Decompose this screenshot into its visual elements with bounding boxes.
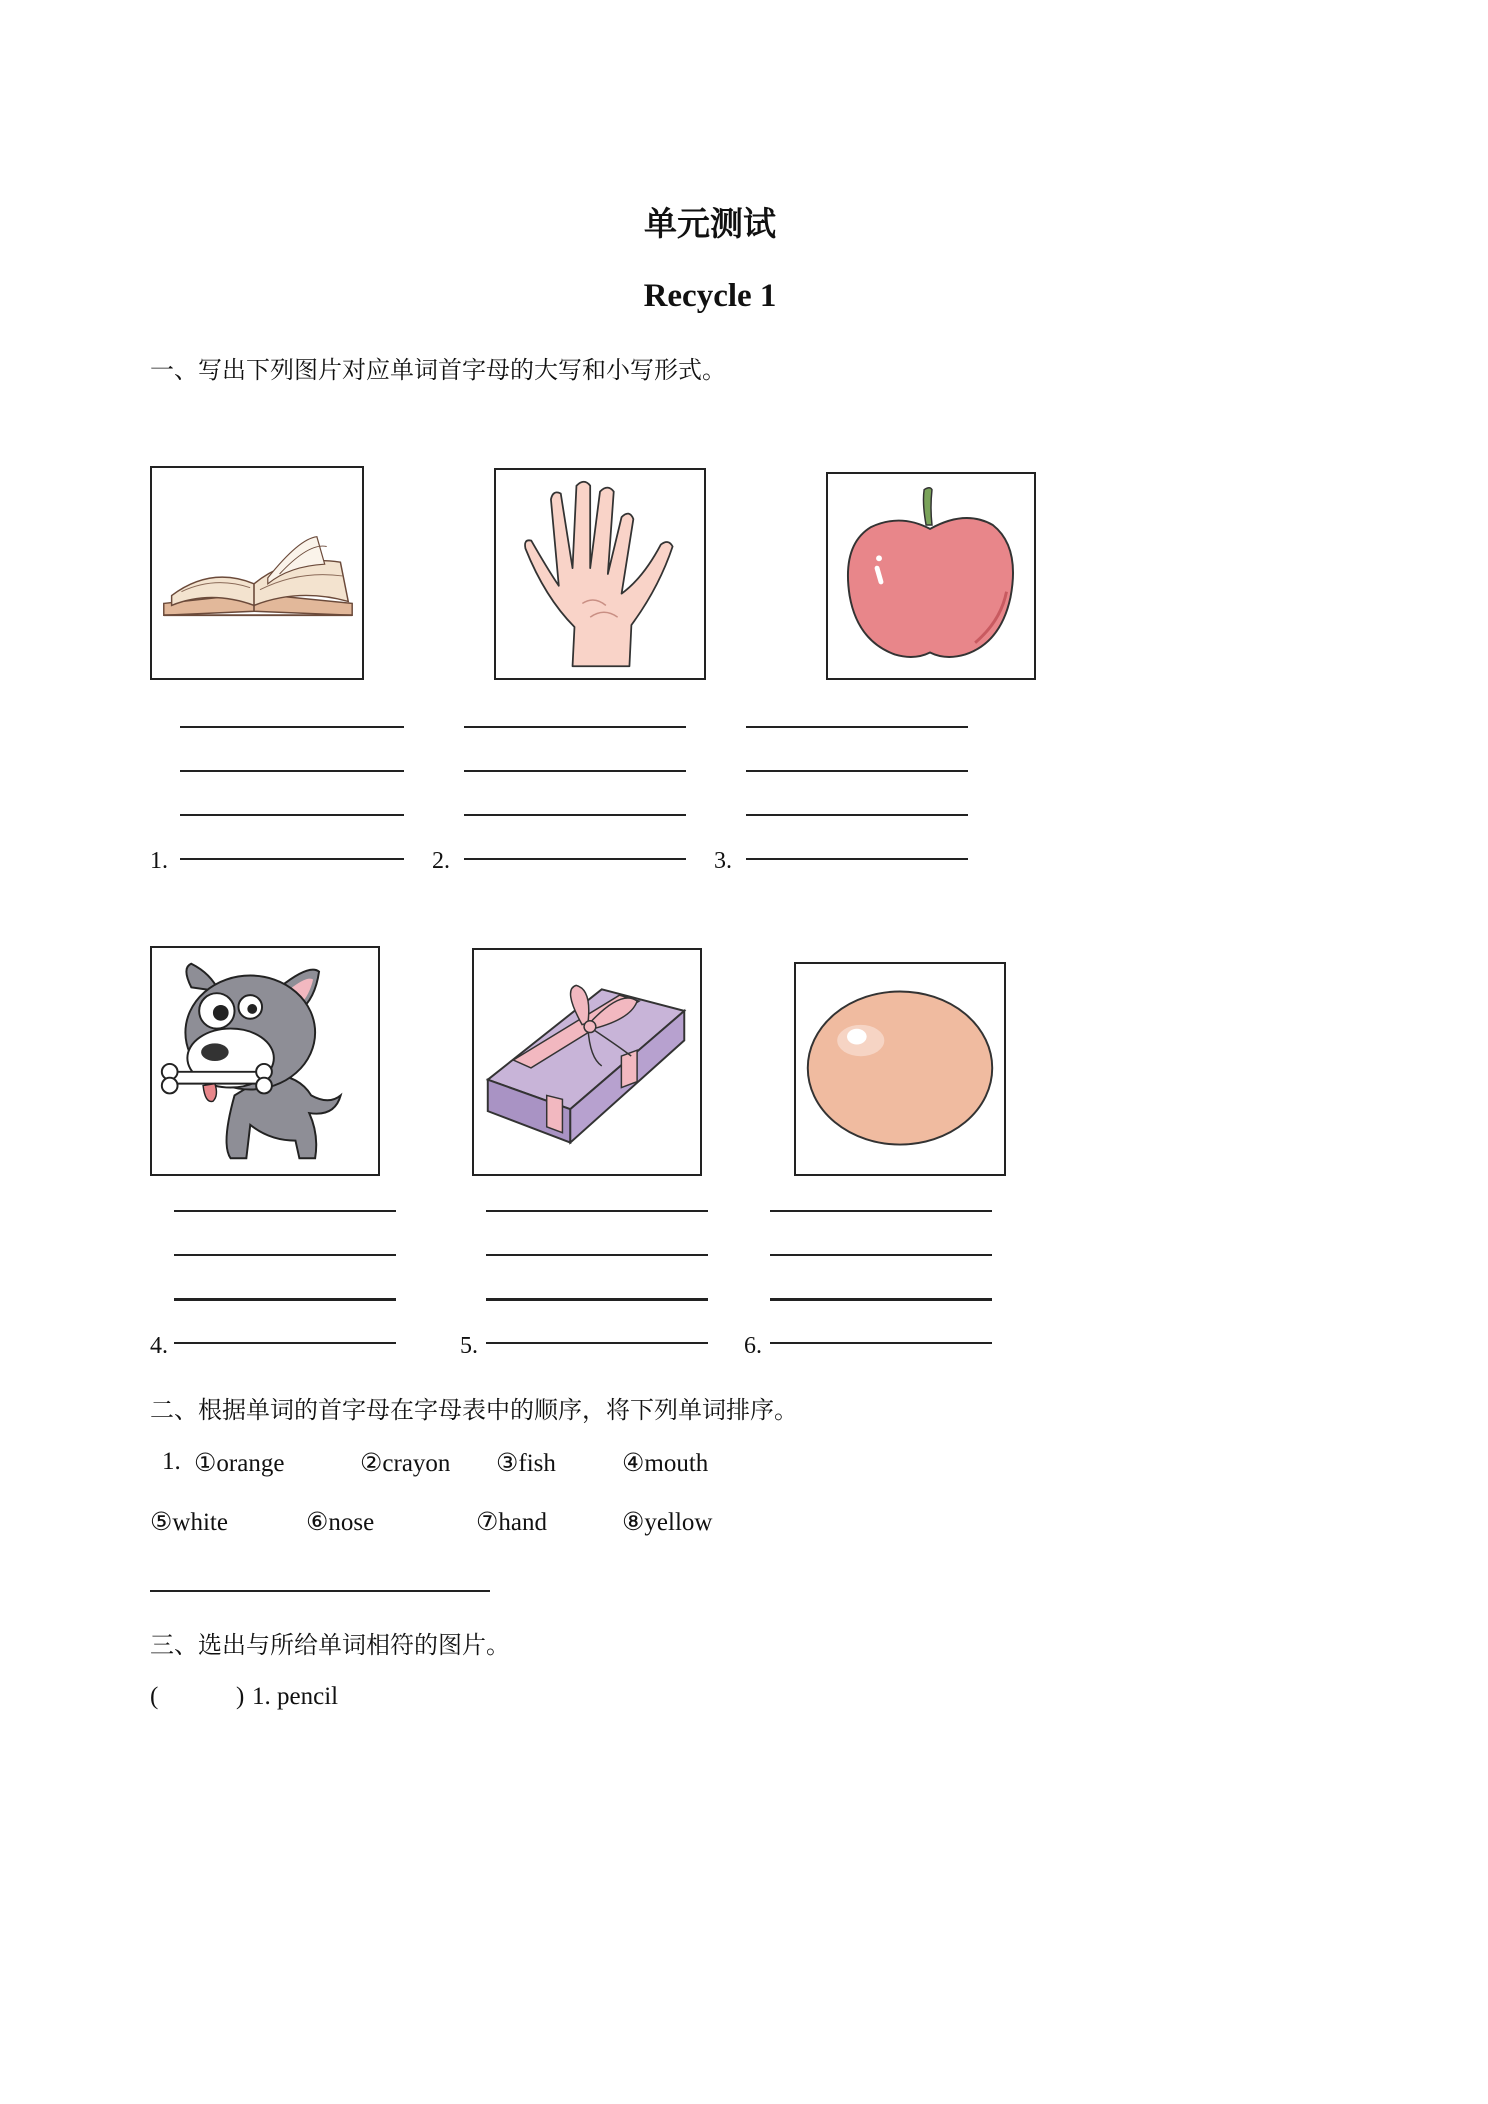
picture-6 bbox=[794, 962, 1006, 1176]
writing-line bbox=[174, 1342, 396, 1344]
writing-line bbox=[464, 858, 686, 860]
writing-line bbox=[464, 726, 686, 728]
word-hand: ⑦hand bbox=[476, 1509, 548, 1536]
answer-line[interactable] bbox=[150, 1590, 490, 1592]
word-fish: ③fish bbox=[496, 1450, 556, 1477]
page-title: 单元测试 bbox=[644, 204, 776, 243]
egg-icon bbox=[796, 964, 1004, 1174]
item-number-3: 3. bbox=[714, 848, 732, 874]
writing-line bbox=[770, 1210, 992, 1212]
book-icon bbox=[152, 468, 362, 678]
answer-paren-close: ) bbox=[236, 1683, 245, 1710]
section-2-heading: 二、根据单词的首字母在字母表中的顺序，将下列单词排序。 bbox=[150, 1396, 798, 1424]
writing-line bbox=[180, 858, 404, 860]
item-number-1: 1. bbox=[150, 848, 168, 874]
gift-box-icon bbox=[474, 950, 700, 1174]
writing-line bbox=[180, 814, 404, 816]
word-yellow: ⑧yellow bbox=[622, 1509, 713, 1536]
question-word-pencil: 1. pencil bbox=[252, 1683, 339, 1710]
writing-line bbox=[746, 858, 968, 860]
picture-1 bbox=[150, 466, 364, 680]
picture-4 bbox=[150, 946, 380, 1176]
answer-paren-open: ( bbox=[150, 1683, 159, 1710]
answer-blank[interactable] bbox=[168, 1680, 232, 1710]
word-mouth: ④mouth bbox=[622, 1450, 709, 1477]
picture-2 bbox=[494, 468, 706, 680]
writing-line bbox=[746, 814, 968, 816]
item-number-5: 5. bbox=[460, 1333, 478, 1359]
word-crayon: ②crayon bbox=[360, 1450, 451, 1477]
word-nose: ⑥nose bbox=[306, 1509, 375, 1536]
writing-line bbox=[770, 1254, 992, 1256]
writing-line bbox=[174, 1298, 396, 1301]
apple-icon bbox=[828, 474, 1034, 678]
writing-line bbox=[180, 726, 404, 728]
unit-subtitle: Recycle 1 bbox=[643, 278, 777, 314]
writing-line bbox=[486, 1254, 708, 1256]
writing-line bbox=[486, 1298, 708, 1301]
item-number-2: 2. bbox=[432, 848, 450, 874]
writing-line bbox=[464, 814, 686, 816]
writing-line bbox=[174, 1254, 396, 1256]
question-number: 1. bbox=[162, 1448, 181, 1475]
picture-3 bbox=[826, 472, 1036, 680]
item-number-6: 6. bbox=[744, 1333, 762, 1359]
section-1-heading: 一、写出下列图片对应单词首字母的大写和小写形式。 bbox=[150, 356, 726, 384]
writing-line bbox=[174, 1210, 396, 1212]
writing-line bbox=[180, 770, 404, 772]
section-3-heading: 三、选出与所给单词相符的图片。 bbox=[150, 1631, 510, 1659]
hand-icon bbox=[496, 470, 704, 678]
writing-line bbox=[746, 726, 968, 728]
picture-5 bbox=[472, 948, 702, 1176]
item-number-4: 4. bbox=[150, 1333, 168, 1359]
dog-icon bbox=[152, 948, 378, 1174]
word-white: ⑤white bbox=[150, 1509, 228, 1536]
writing-line bbox=[746, 770, 968, 772]
writing-line bbox=[464, 770, 686, 772]
writing-line bbox=[770, 1342, 992, 1344]
writing-line bbox=[486, 1342, 708, 1344]
word-orange: ①orange bbox=[194, 1450, 285, 1477]
writing-line bbox=[486, 1210, 708, 1212]
writing-line bbox=[770, 1298, 992, 1301]
